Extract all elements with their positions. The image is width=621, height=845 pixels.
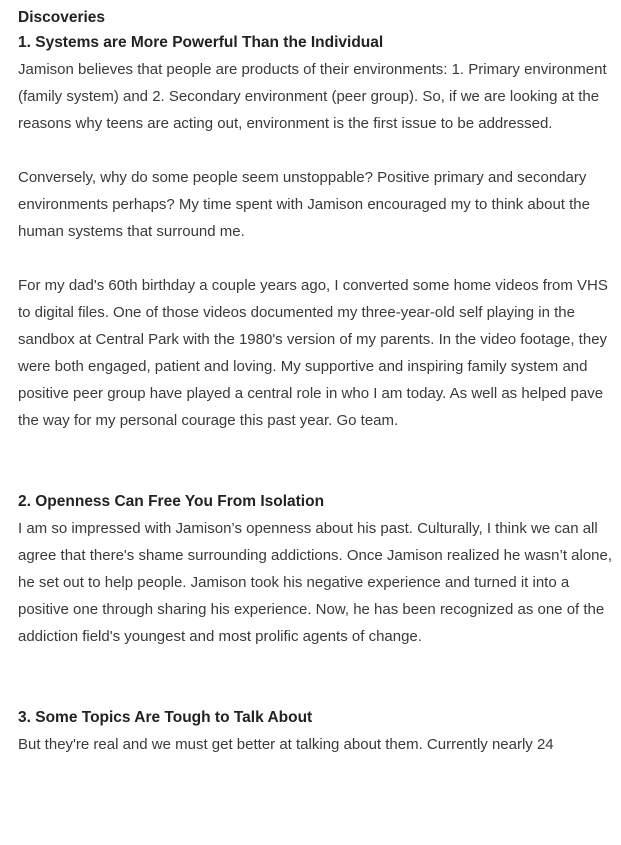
- paragraph: But they're real and we must get better at talking about them. Currently nearly 24: [18, 736, 554, 753]
- page-title: Discoveries: [18, 9, 106, 26]
- section-heading: 2. Openness Can Free You From Isolation: [18, 493, 325, 510]
- section-systems: [18, 29, 618, 434]
- paragraph: Jamison believes that people are products of their environments: 1. Primary environment (family system) and 2. Secondary environment (peer group). So, if we are looking at the reasons why teens are acting out, environment is the first issue to be addressed.: [18, 61, 607, 132]
- section-heading: 3. Some Topics Are Tough to Talk About: [18, 709, 313, 726]
- paragraph: For my dad's 60th birthday a couple years ago, I converted some home videos from VHS to digital files. One of those videos documented my three-year-old self playing in the sandbox at Central Park with the 1980's version of my parents. In the video footage, they were both engaged, patient and loving. My supportive and inspiring family system and positive peer group have played a central role in who I am today. As well as helped pave the way for my personal courage this past year. Go team.: [18, 277, 608, 429]
- section-openness: [18, 488, 618, 650]
- section-heading: 1. Systems are More Powerful Than the Individual: [18, 34, 384, 51]
- paragraph: I am so impressed with Jamison’s openness about his past. Culturally, I think we can all agree that there's shame surrounding addictions. Once Jamison realized he wasn’t alone, he set out to help people. Jamison took his negative experience and turned it into a positive one through sharing his experience. Now, he has been recognized as one of the addiction field's youngest and most prolific agents of change.: [18, 520, 613, 645]
- paragraph: Conversely, why do some people seem unstoppable? Positive primary and secondary environments perhaps? My time spent with Jamison encouraged my to think about the human systems that surround me.: [18, 169, 590, 240]
- section-tough-topics: [18, 704, 618, 758]
